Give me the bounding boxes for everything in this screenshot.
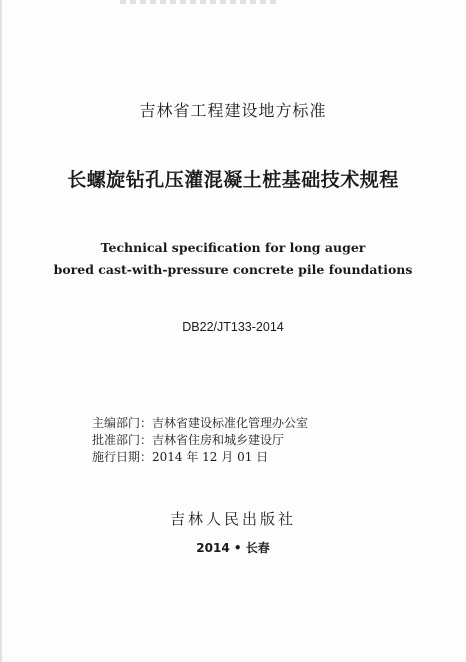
standard-code: DB22/JT133-2014 — [182, 320, 284, 334]
publication-year-place: 2014 • 长春 — [196, 541, 270, 555]
editor-department: 主编部门：吉林省建设标准化管理办公室 — [92, 416, 309, 430]
document-title-english-line1: Technical specification for long auger — [100, 240, 366, 255]
publisher: 吉林人民出版社 — [169, 510, 296, 528]
document-title-english-line2: bored cast-with-pressure concrete pile foundations — [53, 262, 413, 277]
scan-artifact — [120, 0, 280, 4]
approver-department: 批准部门：吉林省住房和城乡建设厅 — [92, 433, 285, 447]
effective-date: 施行日期：2014 年 12 月 01 日 — [92, 450, 269, 464]
document-title-chinese: 长螺旋钻孔压灌混凝土桩基础技术规程 — [67, 169, 399, 191]
standard-type: 吉林省工程建设地方标准 — [139, 101, 327, 120]
